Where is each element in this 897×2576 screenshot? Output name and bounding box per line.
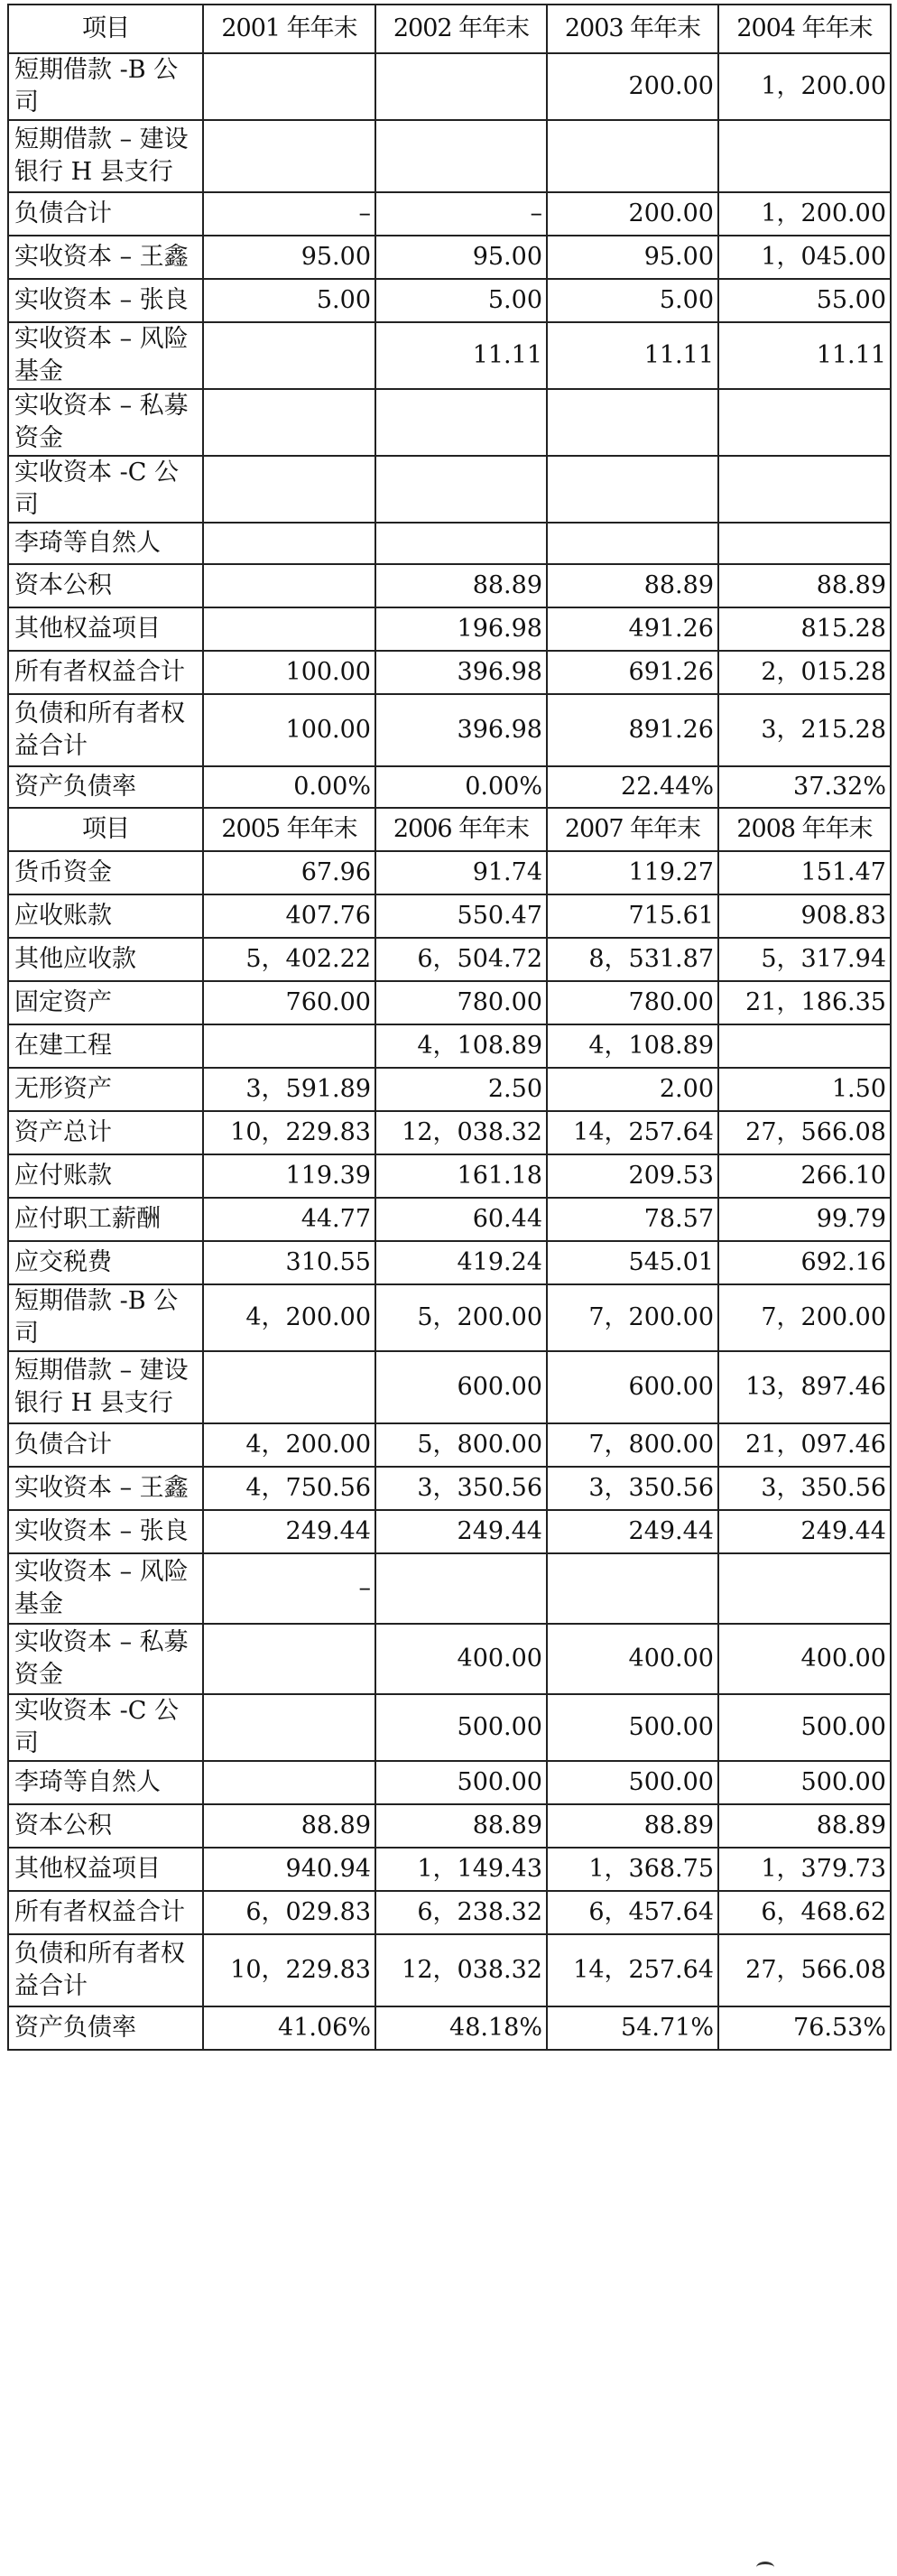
- value-cell: 7，800.00: [547, 1423, 718, 1467]
- table-row: [8, 766, 891, 808]
- value-cell: 715.61: [547, 894, 718, 938]
- table-row: [8, 1694, 891, 1761]
- row-label-cell: 无形资产: [8, 1068, 203, 1111]
- value-cell: 419.24: [375, 1241, 547, 1284]
- table-row: [8, 1467, 891, 1510]
- value-cell: 6，468.62: [718, 1891, 891, 1934]
- value-cell: [375, 53, 547, 120]
- row-label-cell: 应付职工薪酬: [8, 1198, 203, 1241]
- value-cell: 1，045.00: [718, 236, 891, 279]
- table-row: [8, 236, 891, 279]
- value-cell: 249.44: [203, 1510, 375, 1553]
- value-cell: 5.00: [547, 279, 718, 322]
- value-cell: 2.50: [375, 1068, 547, 1111]
- table-row: [8, 1284, 891, 1351]
- value-cell: 4，108.89: [547, 1024, 718, 1068]
- table-row: [8, 851, 891, 894]
- value-cell: 407.76: [203, 894, 375, 938]
- value-cell: 11.11: [718, 322, 891, 389]
- value-cell: 8，531.87: [547, 938, 718, 981]
- value-cell: 100.00: [203, 694, 375, 766]
- value-cell: 60.44: [375, 1198, 547, 1241]
- balance-sheet-body: [8, 5, 891, 2050]
- value-cell: 88.89: [547, 564, 718, 607]
- value-cell: [203, 389, 375, 456]
- table-row: [8, 1761, 891, 1804]
- value-cell: 12，038.32: [375, 1111, 547, 1154]
- row-label-cell: 资本公积: [8, 564, 203, 607]
- value-cell: 12，038.32: [375, 1934, 547, 2006]
- value-cell: 10，229.83: [203, 1934, 375, 2006]
- table-row: [8, 1624, 891, 1694]
- value-cell: 4，108.89: [375, 1024, 547, 1068]
- value-cell: 1，200.00: [718, 192, 891, 236]
- value-cell: [375, 1553, 547, 1624]
- row-label-cell: 资产总计: [8, 1111, 203, 1154]
- table-row: [8, 1934, 891, 2006]
- row-label-cell: 实收资本 -C 公司: [8, 1694, 203, 1761]
- value-cell: 209.53: [547, 1154, 718, 1198]
- header-year-cell: 2007 年年末: [547, 808, 718, 851]
- row-label-cell: 短期借款 -B 公司: [8, 1284, 203, 1351]
- value-cell: 400.00: [547, 1624, 718, 1694]
- row-label-cell: 李琦等自然人: [8, 1761, 203, 1804]
- value-cell: 500.00: [375, 1761, 547, 1804]
- value-cell: [203, 322, 375, 389]
- table-row: [8, 694, 891, 766]
- value-cell: 891.26: [547, 694, 718, 766]
- table-row: [8, 322, 891, 389]
- value-cell: [375, 523, 547, 564]
- table-row: [8, 1198, 891, 1241]
- value-cell: 1，368.75: [547, 1848, 718, 1891]
- header-year-cell: 2005 年年末: [203, 808, 375, 851]
- value-cell: 600.00: [547, 1351, 718, 1423]
- row-label-cell: 资产负债率: [8, 766, 203, 808]
- page-edge-mark: [756, 2562, 774, 2573]
- value-cell: [203, 120, 375, 192]
- value-cell: 0.00%: [375, 766, 547, 808]
- row-label-cell: 其他权益项目: [8, 1848, 203, 1891]
- value-cell: 500.00: [718, 1694, 891, 1761]
- row-label-cell: 应付账款: [8, 1154, 203, 1198]
- row-label-cell: 实收资本 – 张良: [8, 279, 203, 322]
- value-cell: [203, 1624, 375, 1694]
- table-row: [8, 1423, 891, 1467]
- value-cell: 249.44: [547, 1510, 718, 1553]
- row-label-cell: 负债合计: [8, 192, 203, 236]
- row-label-cell: 货币资金: [8, 851, 203, 894]
- row-label-cell: 负债和所有者权益合计: [8, 1934, 203, 2006]
- value-cell: 6，504.72: [375, 938, 547, 981]
- value-cell: 27，566.08: [718, 1111, 891, 1154]
- header-year-cell: 2003 年年末: [547, 5, 718, 53]
- value-cell: 815.28: [718, 607, 891, 651]
- header-year-cell: 2008 年年末: [718, 808, 891, 851]
- value-cell: 5.00: [375, 279, 547, 322]
- value-cell: 3，350.56: [718, 1467, 891, 1510]
- value-cell: 119.39: [203, 1154, 375, 1198]
- value-cell: 908.83: [718, 894, 891, 938]
- value-cell: 500.00: [547, 1694, 718, 1761]
- table-header-row: [8, 5, 891, 53]
- value-cell: 6，029.83: [203, 1891, 375, 1934]
- value-cell: [547, 523, 718, 564]
- value-cell: 22.44%: [547, 766, 718, 808]
- table-row: [8, 1154, 891, 1198]
- table-row: [8, 1241, 891, 1284]
- value-cell: 3，350.56: [547, 1467, 718, 1510]
- value-cell: 760.00: [203, 981, 375, 1024]
- value-cell: 21，186.35: [718, 981, 891, 1024]
- value-cell: [203, 1024, 375, 1068]
- value-cell: 10，229.83: [203, 1111, 375, 1154]
- table-row: [8, 1024, 891, 1068]
- value-cell: [718, 389, 891, 456]
- value-cell: 100.00: [203, 651, 375, 694]
- value-cell: 400.00: [375, 1624, 547, 1694]
- value-cell: 5，800.00: [375, 1423, 547, 1467]
- value-cell: 95.00: [547, 236, 718, 279]
- value-cell: 500.00: [718, 1761, 891, 1804]
- value-cell: 196.98: [375, 607, 547, 651]
- value-cell: 780.00: [547, 981, 718, 1024]
- table-row: [8, 651, 891, 694]
- value-cell: 780.00: [375, 981, 547, 1024]
- value-cell: 692.16: [718, 1241, 891, 1284]
- value-cell: [203, 564, 375, 607]
- value-cell: 54.71%: [547, 2006, 718, 2050]
- value-cell: 5，317.94: [718, 938, 891, 981]
- value-cell: [547, 389, 718, 456]
- value-cell: 4，200.00: [203, 1423, 375, 1467]
- value-cell: 3，215.28: [718, 694, 891, 766]
- value-cell: 1，149.43: [375, 1848, 547, 1891]
- value-cell: 5，402.22: [203, 938, 375, 981]
- table-header-row: [8, 808, 891, 851]
- value-cell: 940.94: [203, 1848, 375, 1891]
- table-row: [8, 192, 891, 236]
- value-cell: 600.00: [375, 1351, 547, 1423]
- table-row: [8, 456, 891, 523]
- table-row: [8, 1553, 891, 1624]
- value-cell: 396.98: [375, 694, 547, 766]
- value-cell: 88.89: [375, 1804, 547, 1848]
- header-year-cell: 2004 年年末: [718, 5, 891, 53]
- value-cell: 6，238.32: [375, 1891, 547, 1934]
- value-cell: [203, 523, 375, 564]
- row-label-cell: 实收资本 – 王鑫: [8, 236, 203, 279]
- table-row: [8, 1510, 891, 1553]
- row-label-cell: 实收资本 – 私募资金: [8, 1624, 203, 1694]
- value-cell: 545.01: [547, 1241, 718, 1284]
- value-cell: 11.11: [375, 322, 547, 389]
- table-row: [8, 981, 891, 1024]
- table-row: [8, 1068, 891, 1111]
- value-cell: 3，350.56: [375, 1467, 547, 1510]
- value-cell: 27，566.08: [718, 1934, 891, 2006]
- table-row: [8, 1848, 891, 1891]
- value-cell: 37.32%: [718, 766, 891, 808]
- value-cell: 41.06%: [203, 2006, 375, 2050]
- value-cell: 44.77: [203, 1198, 375, 1241]
- table-row: [8, 120, 891, 192]
- value-cell: 500.00: [547, 1761, 718, 1804]
- value-cell: [718, 1024, 891, 1068]
- value-cell: 249.44: [375, 1510, 547, 1553]
- value-cell: –: [203, 1553, 375, 1624]
- table-row: [8, 2006, 891, 2050]
- table-row: [8, 894, 891, 938]
- value-cell: [718, 1553, 891, 1624]
- value-cell: [718, 120, 891, 192]
- value-cell: 200.00: [547, 192, 718, 236]
- row-label-cell: 负债和所有者权益合计: [8, 694, 203, 766]
- value-cell: 91.74: [375, 851, 547, 894]
- value-cell: [203, 1351, 375, 1423]
- value-cell: 13，897.46: [718, 1351, 891, 1423]
- row-label-cell: 应收账款: [8, 894, 203, 938]
- value-cell: 119.27: [547, 851, 718, 894]
- header-year-cell: 2001 年年末: [203, 5, 375, 53]
- value-cell: [203, 1694, 375, 1761]
- value-cell: 5，200.00: [375, 1284, 547, 1351]
- value-cell: 266.10: [718, 1154, 891, 1198]
- table-row: [8, 523, 891, 564]
- value-cell: 400.00: [718, 1624, 891, 1694]
- row-label-cell: 实收资本 – 私募资金: [8, 389, 203, 456]
- value-cell: [547, 456, 718, 523]
- value-cell: 88.89: [547, 1804, 718, 1848]
- table-row: [8, 389, 891, 456]
- value-cell: 55.00: [718, 279, 891, 322]
- header-item-cell: 项目: [8, 5, 203, 53]
- value-cell: 691.26: [547, 651, 718, 694]
- value-cell: 3，591.89: [203, 1068, 375, 1111]
- table-row: [8, 938, 891, 981]
- row-label-cell: 其他权益项目: [8, 607, 203, 651]
- balance-sheet-table: [7, 4, 892, 2051]
- value-cell: 5.00: [203, 279, 375, 322]
- row-label-cell: 其他应收款: [8, 938, 203, 981]
- value-cell: 95.00: [375, 236, 547, 279]
- value-cell: 310.55: [203, 1241, 375, 1284]
- value-cell: –: [203, 192, 375, 236]
- table-row: [8, 1891, 891, 1934]
- value-cell: 21，097.46: [718, 1423, 891, 1467]
- table-row: [8, 1351, 891, 1423]
- table-row: [8, 607, 891, 651]
- row-label-cell: 短期借款 – 建设银行 H 县支行: [8, 1351, 203, 1423]
- value-cell: 78.57: [547, 1198, 718, 1241]
- value-cell: 4，200.00: [203, 1284, 375, 1351]
- value-cell: 95.00: [203, 236, 375, 279]
- row-label-cell: 实收资本 – 王鑫: [8, 1467, 203, 1510]
- row-label-cell: 实收资本 – 风险基金: [8, 322, 203, 389]
- table-row: [8, 564, 891, 607]
- value-cell: [547, 120, 718, 192]
- row-label-cell: 固定资产: [8, 981, 203, 1024]
- row-label-cell: 短期借款 – 建设银行 H 县支行: [8, 120, 203, 192]
- value-cell: 99.79: [718, 1198, 891, 1241]
- header-year-cell: 2002 年年末: [375, 5, 547, 53]
- row-label-cell: 负债合计: [8, 1423, 203, 1467]
- value-cell: 14，257.64: [547, 1111, 718, 1154]
- value-cell: 2，015.28: [718, 651, 891, 694]
- row-label-cell: 资产负债率: [8, 2006, 203, 2050]
- value-cell: 550.47: [375, 894, 547, 938]
- value-cell: 88.89: [718, 564, 891, 607]
- value-cell: 48.18%: [375, 2006, 547, 2050]
- value-cell: –: [375, 192, 547, 236]
- value-cell: [203, 456, 375, 523]
- row-label-cell: 实收资本 – 张良: [8, 1510, 203, 1553]
- row-label-cell: 资本公积: [8, 1804, 203, 1848]
- value-cell: 1，200.00: [718, 53, 891, 120]
- value-cell: 500.00: [375, 1694, 547, 1761]
- value-cell: 151.47: [718, 851, 891, 894]
- value-cell: [547, 1553, 718, 1624]
- value-cell: 4，750.56: [203, 1467, 375, 1510]
- value-cell: 11.11: [547, 322, 718, 389]
- row-label-cell: 李琦等自然人: [8, 523, 203, 564]
- value-cell: 396.98: [375, 651, 547, 694]
- header-item-cell: 项目: [8, 808, 203, 851]
- value-cell: 1，379.73: [718, 1848, 891, 1891]
- table-row: [8, 53, 891, 120]
- value-cell: [718, 523, 891, 564]
- row-label-cell: 短期借款 -B 公司: [8, 53, 203, 120]
- value-cell: 7，200.00: [718, 1284, 891, 1351]
- value-cell: [718, 456, 891, 523]
- value-cell: [203, 53, 375, 120]
- header-year-cell: 2006 年年末: [375, 808, 547, 851]
- value-cell: 88.89: [375, 564, 547, 607]
- row-label-cell: 在建工程: [8, 1024, 203, 1068]
- value-cell: [203, 1761, 375, 1804]
- table-row: [8, 279, 891, 322]
- value-cell: 7，200.00: [547, 1284, 718, 1351]
- value-cell: 1.50: [718, 1068, 891, 1111]
- value-cell: [375, 389, 547, 456]
- value-cell: 200.00: [547, 53, 718, 120]
- value-cell: [375, 456, 547, 523]
- value-cell: 491.26: [547, 607, 718, 651]
- table-row: [8, 1111, 891, 1154]
- value-cell: 67.96: [203, 851, 375, 894]
- value-cell: 76.53%: [718, 2006, 891, 2050]
- row-label-cell: 实收资本 – 风险基金: [8, 1553, 203, 1624]
- value-cell: 161.18: [375, 1154, 547, 1198]
- value-cell: 0.00%: [203, 766, 375, 808]
- row-label-cell: 所有者权益合计: [8, 1891, 203, 1934]
- value-cell: 249.44: [718, 1510, 891, 1553]
- table-row: [8, 1804, 891, 1848]
- value-cell: [203, 607, 375, 651]
- value-cell: 88.89: [718, 1804, 891, 1848]
- value-cell: 14，257.64: [547, 1934, 718, 2006]
- value-cell: 6，457.64: [547, 1891, 718, 1934]
- row-label-cell: 所有者权益合计: [8, 651, 203, 694]
- row-label-cell: 应交税费: [8, 1241, 203, 1284]
- value-cell: 88.89: [203, 1804, 375, 1848]
- value-cell: [375, 120, 547, 192]
- value-cell: 2.00: [547, 1068, 718, 1111]
- row-label-cell: 实收资本 -C 公司: [8, 456, 203, 523]
